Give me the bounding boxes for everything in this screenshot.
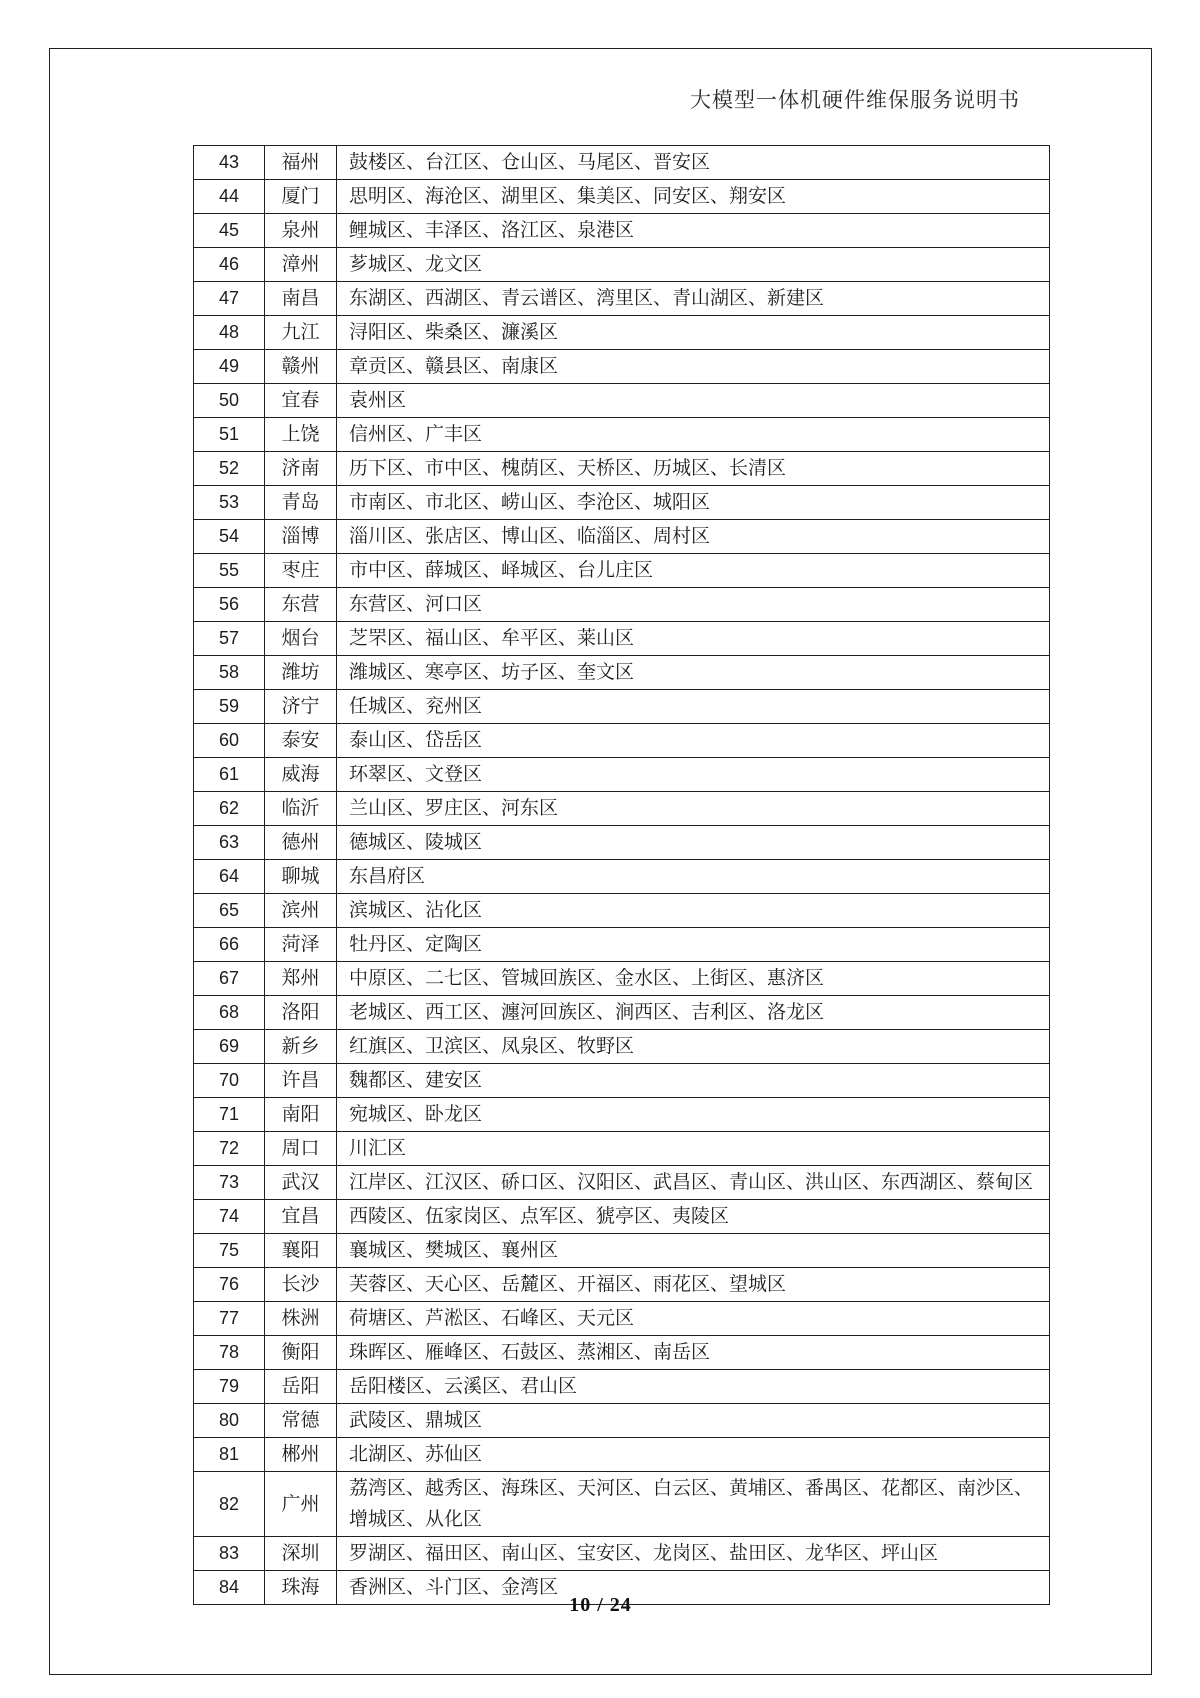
row-number-cell: 58 xyxy=(194,656,265,690)
districts-cell: 荔湾区、越秀区、海珠区、天河区、白云区、黄埔区、番禺区、花都区、南沙区、增城区、从化区 xyxy=(337,1472,1050,1537)
city-cell: 上饶 xyxy=(265,418,337,452)
table-row xyxy=(194,622,1050,656)
row-number-cell: 54 xyxy=(194,520,265,554)
row-number-cell: 63 xyxy=(194,826,265,860)
city-cell: 南阳 xyxy=(265,1098,337,1132)
city-cell: 赣州 xyxy=(265,350,337,384)
city-cell: 宜春 xyxy=(265,384,337,418)
row-number-cell: 47 xyxy=(194,282,265,316)
city-cell: 洛阳 xyxy=(265,996,337,1030)
city-cell: 威海 xyxy=(265,758,337,792)
table-row xyxy=(194,384,1050,418)
city-cell: 泉州 xyxy=(265,214,337,248)
table-row xyxy=(194,792,1050,826)
districts-cell: 东昌府区 xyxy=(337,860,1050,894)
table-row xyxy=(194,214,1050,248)
table-row xyxy=(194,758,1050,792)
table-row xyxy=(194,1302,1050,1336)
row-number-cell: 55 xyxy=(194,554,265,588)
districts-cell: 中原区、二七区、管城回族区、金水区、上街区、惠济区 xyxy=(337,962,1050,996)
row-number-cell: 49 xyxy=(194,350,265,384)
row-number-cell: 53 xyxy=(194,486,265,520)
districts-cell: 芝罘区、福山区、牟平区、莱山区 xyxy=(337,622,1050,656)
districts-cell: 北湖区、苏仙区 xyxy=(337,1438,1050,1472)
row-number-cell: 62 xyxy=(194,792,265,826)
city-cell: 襄阳 xyxy=(265,1234,337,1268)
table-row xyxy=(194,486,1050,520)
districts-cell: 东湖区、西湖区、青云谱区、湾里区、青山湖区、新建区 xyxy=(337,282,1050,316)
city-cell: 常德 xyxy=(265,1404,337,1438)
districts-cell: 襄城区、樊城区、襄州区 xyxy=(337,1234,1050,1268)
districts-cell: 东营区、河口区 xyxy=(337,588,1050,622)
table-row xyxy=(194,724,1050,758)
row-number-cell: 71 xyxy=(194,1098,265,1132)
districts-cell: 武陵区、鼎城区 xyxy=(337,1404,1050,1438)
row-number-cell: 44 xyxy=(194,180,265,214)
table-row xyxy=(194,1472,1050,1537)
districts-cell: 红旗区、卫滨区、凤泉区、牧野区 xyxy=(337,1030,1050,1064)
table-row xyxy=(194,146,1050,180)
row-number-cell: 75 xyxy=(194,1234,265,1268)
row-number-cell: 65 xyxy=(194,894,265,928)
districts-cell: 香洲区、斗门区、金湾区 xyxy=(337,1571,1050,1605)
table-row xyxy=(194,316,1050,350)
table-row xyxy=(194,452,1050,486)
city-cell: 广州 xyxy=(265,1472,337,1537)
city-cell: 滨州 xyxy=(265,894,337,928)
districts-cell: 任城区、兖州区 xyxy=(337,690,1050,724)
city-cell: 南昌 xyxy=(265,282,337,316)
row-number-cell: 83 xyxy=(194,1537,265,1571)
table-row xyxy=(194,860,1050,894)
city-cell: 许昌 xyxy=(265,1064,337,1098)
row-number-cell: 61 xyxy=(194,758,265,792)
city-cell: 新乡 xyxy=(265,1030,337,1064)
city-cell: 青岛 xyxy=(265,486,337,520)
table-row xyxy=(194,282,1050,316)
city-cell: 衡阳 xyxy=(265,1336,337,1370)
row-number-cell: 45 xyxy=(194,214,265,248)
table-row xyxy=(194,656,1050,690)
city-cell: 济南 xyxy=(265,452,337,486)
table-row xyxy=(194,1064,1050,1098)
document-header-title: 大模型一体机硬件维保服务说明书 xyxy=(690,88,1020,112)
row-number-cell: 43 xyxy=(194,146,265,180)
table-row xyxy=(194,1370,1050,1404)
table-row xyxy=(194,588,1050,622)
city-cell: 聊城 xyxy=(265,860,337,894)
city-cell: 烟台 xyxy=(265,622,337,656)
city-cell: 郴州 xyxy=(265,1438,337,1472)
row-number-cell: 76 xyxy=(194,1268,265,1302)
page-number: 10 / 24 xyxy=(569,1594,632,1616)
city-cell: 淄博 xyxy=(265,520,337,554)
table-row xyxy=(194,248,1050,282)
table-row xyxy=(194,1438,1050,1472)
table-body xyxy=(194,146,1050,1605)
districts-cell: 魏都区、建安区 xyxy=(337,1064,1050,1098)
row-number-cell: 69 xyxy=(194,1030,265,1064)
districts-cell: 淄川区、张店区、博山区、临淄区、周村区 xyxy=(337,520,1050,554)
table-row xyxy=(194,1234,1050,1268)
city-cell: 宜昌 xyxy=(265,1200,337,1234)
city-cell: 德州 xyxy=(265,826,337,860)
row-number-cell: 46 xyxy=(194,248,265,282)
districts-cell: 老城区、西工区、瀍河回族区、涧西区、吉利区、洛龙区 xyxy=(337,996,1050,1030)
districts-cell: 宛城区、卧龙区 xyxy=(337,1098,1050,1132)
districts-cell: 环翠区、文登区 xyxy=(337,758,1050,792)
city-cell: 济宁 xyxy=(265,690,337,724)
table-row xyxy=(194,928,1050,962)
districts-cell: 牡丹区、定陶区 xyxy=(337,928,1050,962)
districts-cell: 市中区、薛城区、峄城区、台儿庄区 xyxy=(337,554,1050,588)
table-row xyxy=(194,894,1050,928)
table-row xyxy=(194,418,1050,452)
districts-cell: 信州区、广丰区 xyxy=(337,418,1050,452)
row-number-cell: 77 xyxy=(194,1302,265,1336)
city-cell: 郑州 xyxy=(265,962,337,996)
districts-cell: 罗湖区、福田区、南山区、宝安区、龙岗区、盐田区、龙华区、坪山区 xyxy=(337,1537,1050,1571)
row-number-cell: 72 xyxy=(194,1132,265,1166)
row-number-cell: 81 xyxy=(194,1438,265,1472)
districts-cell: 鲤城区、丰泽区、洛江区、泉港区 xyxy=(337,214,1050,248)
districts-cell: 西陵区、伍家岗区、点军区、猇亭区、夷陵区 xyxy=(337,1200,1050,1234)
table-row xyxy=(194,350,1050,384)
districts-cell: 荷塘区、芦淞区、石峰区、天元区 xyxy=(337,1302,1050,1336)
row-number-cell: 79 xyxy=(194,1370,265,1404)
table-row xyxy=(194,690,1050,724)
districts-cell: 泰山区、岱岳区 xyxy=(337,724,1050,758)
city-cell: 东营 xyxy=(265,588,337,622)
city-district-table xyxy=(193,145,1050,1605)
table-row xyxy=(194,1132,1050,1166)
districts-cell: 德城区、陵城区 xyxy=(337,826,1050,860)
table-row xyxy=(194,1098,1050,1132)
districts-cell: 袁州区 xyxy=(337,384,1050,418)
city-cell: 深圳 xyxy=(265,1537,337,1571)
city-cell: 福州 xyxy=(265,146,337,180)
row-number-cell: 60 xyxy=(194,724,265,758)
districts-cell: 兰山区、罗庄区、河东区 xyxy=(337,792,1050,826)
table-row xyxy=(194,180,1050,214)
row-number-cell: 73 xyxy=(194,1166,265,1200)
districts-cell: 岳阳楼区、云溪区、君山区 xyxy=(337,1370,1050,1404)
row-number-cell: 57 xyxy=(194,622,265,656)
districts-cell: 历下区、市中区、槐荫区、天桥区、历城区、长清区 xyxy=(337,452,1050,486)
districts-cell: 芗城区、龙文区 xyxy=(337,248,1050,282)
districts-cell: 潍城区、寒亭区、坊子区、奎文区 xyxy=(337,656,1050,690)
table-row xyxy=(194,1537,1050,1571)
table-row xyxy=(194,1268,1050,1302)
city-cell: 周口 xyxy=(265,1132,337,1166)
row-number-cell: 56 xyxy=(194,588,265,622)
table-row xyxy=(194,996,1050,1030)
districts-cell: 浔阳区、柴桑区、濂溪区 xyxy=(337,316,1050,350)
city-cell: 株洲 xyxy=(265,1302,337,1336)
row-number-cell: 78 xyxy=(194,1336,265,1370)
table-row xyxy=(194,1200,1050,1234)
row-number-cell: 80 xyxy=(194,1404,265,1438)
row-number-cell: 74 xyxy=(194,1200,265,1234)
table-row xyxy=(194,1166,1050,1200)
row-number-cell: 59 xyxy=(194,690,265,724)
districts-cell: 江岸区、江汉区、硚口区、汉阳区、武昌区、青山区、洪山区、东西湖区、蔡甸区 xyxy=(337,1166,1050,1200)
city-cell: 珠海 xyxy=(265,1571,337,1605)
row-number-cell: 48 xyxy=(194,316,265,350)
row-number-cell: 70 xyxy=(194,1064,265,1098)
city-cell: 岳阳 xyxy=(265,1370,337,1404)
table-row xyxy=(194,1404,1050,1438)
table-row xyxy=(194,520,1050,554)
table-row xyxy=(194,1336,1050,1370)
row-number-cell: 67 xyxy=(194,962,265,996)
table-row xyxy=(194,962,1050,996)
districts-cell: 滨城区、沾化区 xyxy=(337,894,1050,928)
row-number-cell: 68 xyxy=(194,996,265,1030)
city-cell: 临沂 xyxy=(265,792,337,826)
row-number-cell: 64 xyxy=(194,860,265,894)
city-cell: 菏泽 xyxy=(265,928,337,962)
row-number-cell: 51 xyxy=(194,418,265,452)
city-cell: 九江 xyxy=(265,316,337,350)
table-row xyxy=(194,1030,1050,1064)
table-row xyxy=(194,826,1050,860)
city-cell: 泰安 xyxy=(265,724,337,758)
city-cell: 武汉 xyxy=(265,1166,337,1200)
districts-cell: 芙蓉区、天心区、岳麓区、开福区、雨花区、望城区 xyxy=(337,1268,1050,1302)
districts-cell: 珠晖区、雁峰区、石鼓区、蒸湘区、南岳区 xyxy=(337,1336,1050,1370)
city-cell: 潍坊 xyxy=(265,656,337,690)
row-number-cell: 84 xyxy=(194,1571,265,1605)
row-number-cell: 66 xyxy=(194,928,265,962)
districts-cell: 思明区、海沧区、湖里区、集美区、同安区、翔安区 xyxy=(337,180,1050,214)
districts-cell: 市南区、市北区、崂山区、李沧区、城阳区 xyxy=(337,486,1050,520)
row-number-cell: 52 xyxy=(194,452,265,486)
districts-cell: 鼓楼区、台江区、仓山区、马尾区、晋安区 xyxy=(337,146,1050,180)
districts-cell: 章贡区、赣县区、南康区 xyxy=(337,350,1050,384)
city-cell: 厦门 xyxy=(265,180,337,214)
city-cell: 漳州 xyxy=(265,248,337,282)
districts-cell: 川汇区 xyxy=(337,1132,1050,1166)
table-row xyxy=(194,554,1050,588)
row-number-cell: 50 xyxy=(194,384,265,418)
city-cell: 枣庄 xyxy=(265,554,337,588)
city-cell: 长沙 xyxy=(265,1268,337,1302)
row-number-cell: 82 xyxy=(194,1472,265,1537)
